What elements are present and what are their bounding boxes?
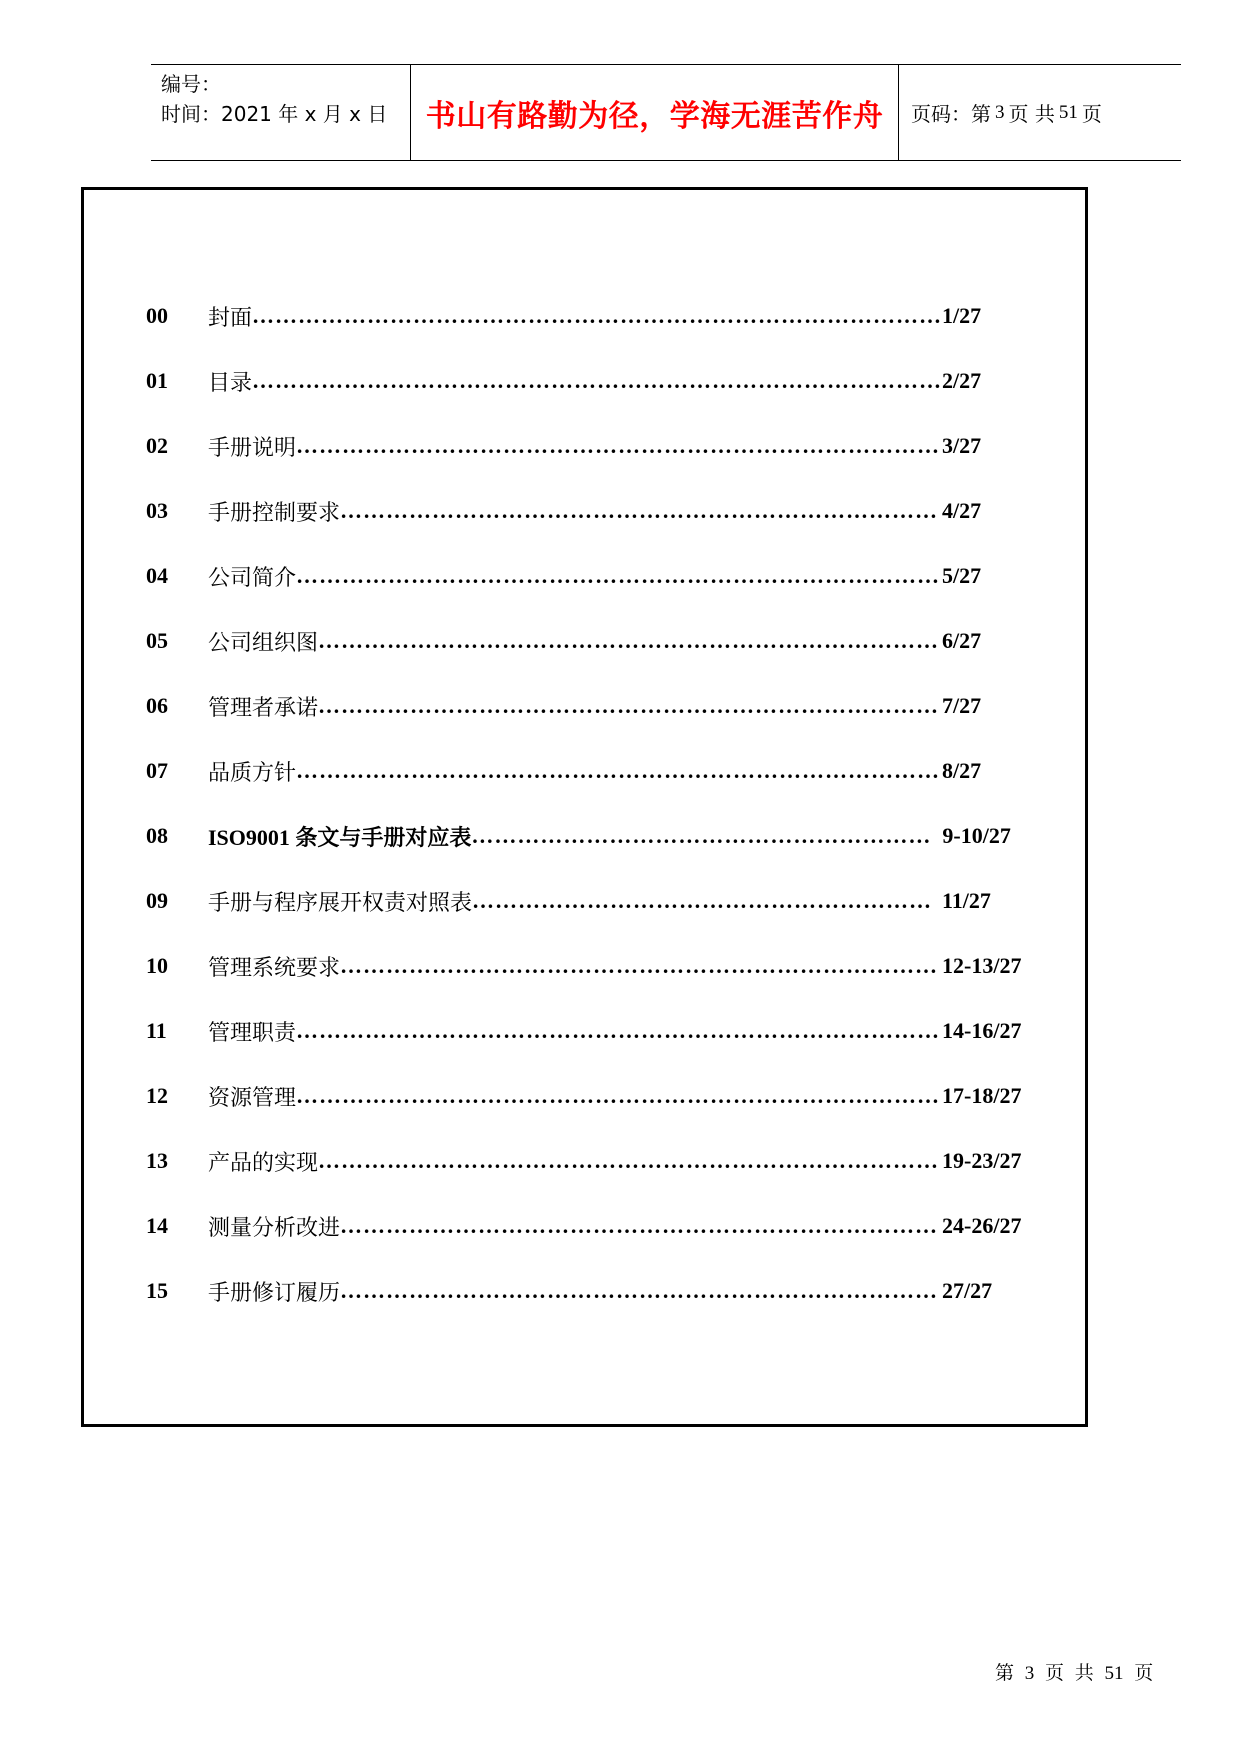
toc-entry-page: 2/27 — [942, 368, 982, 393]
toc-entry-number: 08 — [146, 823, 168, 848]
toc-entry — [146, 361, 981, 401]
table-of-contents — [81, 187, 1088, 1427]
time-label: 时间：2021 年 x 月 x 日 — [161, 102, 388, 126]
toc-entry — [146, 491, 981, 531]
toc-entry-title: 资源管理 — [208, 1085, 297, 1111]
toc-entry-page: 24-26/27 — [942, 1213, 1022, 1238]
toc-entry-title: 品质方针 — [208, 760, 297, 786]
toc-entry-number: 13 — [146, 1148, 168, 1173]
toc-entry-page: 9-10/27 — [942, 823, 1011, 848]
toc-entry-leader: ………………………………………………………………………… — [296, 1018, 941, 1043]
toc-entry-title: 手册修订履历 — [208, 1280, 341, 1306]
toc-entry — [146, 751, 981, 791]
page-total: 51 — [1058, 101, 1078, 123]
toc-entry-page: 8/27 — [942, 758, 982, 783]
toc-entry-page: 6/27 — [942, 628, 982, 653]
toc-entry — [146, 1271, 992, 1311]
toc-entry-leader: …………………………………………………………………… — [340, 953, 939, 978]
toc-entry-leader: ………………………………………………………………………… — [296, 563, 941, 588]
toc-entry-number: 05 — [146, 628, 168, 653]
toc-entry-number: 01 — [146, 368, 168, 393]
toc-entry-number: 07 — [146, 758, 168, 783]
toc-entry-number: 02 — [146, 433, 168, 458]
toc-entry-leader: ……………………………………………………………………… — [318, 693, 940, 718]
header-info-cell — [151, 65, 411, 160]
toc-entry-leader: ………………………………………………………………………… — [296, 758, 941, 783]
toc-entry — [146, 816, 1011, 856]
toc-entry — [146, 1076, 1021, 1116]
toc-entry-title: 目录 — [208, 370, 253, 396]
toc-entry — [146, 686, 981, 726]
toc-entry-page: 11/27 — [942, 888, 991, 913]
toc-entry-page: 19-23/27 — [942, 1148, 1022, 1173]
toc-entry-leader: …………………………………………………… — [471, 823, 932, 848]
toc-entry-leader: ………………………………………………………………………… — [296, 1083, 941, 1108]
toc-entry-leader: ……………………………………………………………………… — [318, 628, 940, 653]
toc-entry-page: 27/27 — [942, 1278, 993, 1303]
toc-entry — [146, 946, 1021, 986]
toc-entry-title: 管理系统要求 — [208, 955, 341, 981]
toc-entry-number: 10 — [146, 953, 168, 978]
toc-entry-title: 手册说明 — [208, 435, 297, 461]
toc-entry-page: 17-18/27 — [942, 1083, 1022, 1108]
toc-entry-page: 1/27 — [942, 303, 982, 328]
toc-entry-number: 09 — [146, 888, 168, 913]
toc-entry — [146, 1206, 1021, 1246]
toc-entry-title: 公司组织图 — [208, 630, 319, 656]
toc-entry-title: 管理者承诺 — [208, 695, 319, 721]
toc-entry-title: 手册与程序展开权责对照表 — [208, 890, 473, 916]
page-header — [151, 64, 1181, 161]
toc-entry-page: 7/27 — [942, 693, 982, 718]
toc-entry-leader: …………………………………………………… — [472, 888, 933, 913]
toc-entry — [146, 556, 981, 596]
toc-entry-title: 公司简介 — [208, 565, 297, 591]
page-current: 3 — [995, 101, 1005, 123]
toc-entry-number: 04 — [146, 563, 168, 588]
toc-entry-leader: ……………………………………………………………………………… — [252, 368, 943, 393]
toc-entry-title: 封面 — [208, 305, 253, 331]
toc-entry-page: 14-16/27 — [942, 1018, 1022, 1043]
header-page-info — [899, 65, 1181, 160]
toc-entry-page: 12-13/27 — [942, 953, 1022, 978]
toc-entry-title: 手册控制要求 — [208, 500, 341, 526]
toc-entry — [146, 1011, 1021, 1051]
toc-entry-leader: …………………………………………………………………… — [340, 1278, 939, 1303]
toc-entry — [146, 881, 991, 921]
toc-entry-number: 00 — [146, 303, 168, 328]
toc-entry-leader: …………………………………………………………………… — [340, 1213, 939, 1238]
toc-entry-number: 14 — [146, 1213, 168, 1238]
toc-entry-leader: ………………………………………………………………………… — [296, 433, 941, 458]
toc-entry-page: 3/27 — [942, 433, 982, 458]
toc-entry — [146, 296, 981, 336]
page-mid: 页 共 — [1008, 102, 1055, 126]
toc-entry-number: 15 — [146, 1278, 168, 1303]
toc-entry-page: 5/27 — [942, 563, 982, 588]
header-motto: 书山有路勤为径，学海无涯苦作舟 — [411, 65, 899, 160]
toc-entry-title: ISO9001 条文与手册对应表 — [208, 824, 472, 850]
toc-entry-title: 管理职责 — [208, 1020, 297, 1046]
toc-entry-number: 12 — [146, 1083, 168, 1108]
toc-entry-number: 03 — [146, 498, 168, 523]
page-prefix: 页码：第 — [911, 102, 991, 126]
toc-entry-title: 产品的实现 — [208, 1150, 319, 1176]
toc-entry-leader: ……………………………………………………………………… — [318, 1148, 940, 1173]
toc-entry-number: 11 — [146, 1018, 167, 1043]
toc-entry — [146, 621, 981, 661]
page-footer: 第 3 页 共 51 页 — [995, 1663, 1154, 1684]
toc-entry — [146, 426, 981, 466]
page-suffix: 页 — [1081, 102, 1102, 126]
toc-entry-leader: ……………………………………………………………………………… — [252, 303, 943, 328]
serial-number-label: 编号： — [161, 72, 221, 96]
toc-entry-leader: …………………………………………………………………… — [340, 498, 939, 523]
toc-entry-number: 06 — [146, 693, 168, 718]
toc-entry-title: 测量分析改进 — [208, 1215, 341, 1241]
toc-entry-page: 4/27 — [942, 498, 982, 523]
toc-entry — [146, 1141, 1021, 1181]
